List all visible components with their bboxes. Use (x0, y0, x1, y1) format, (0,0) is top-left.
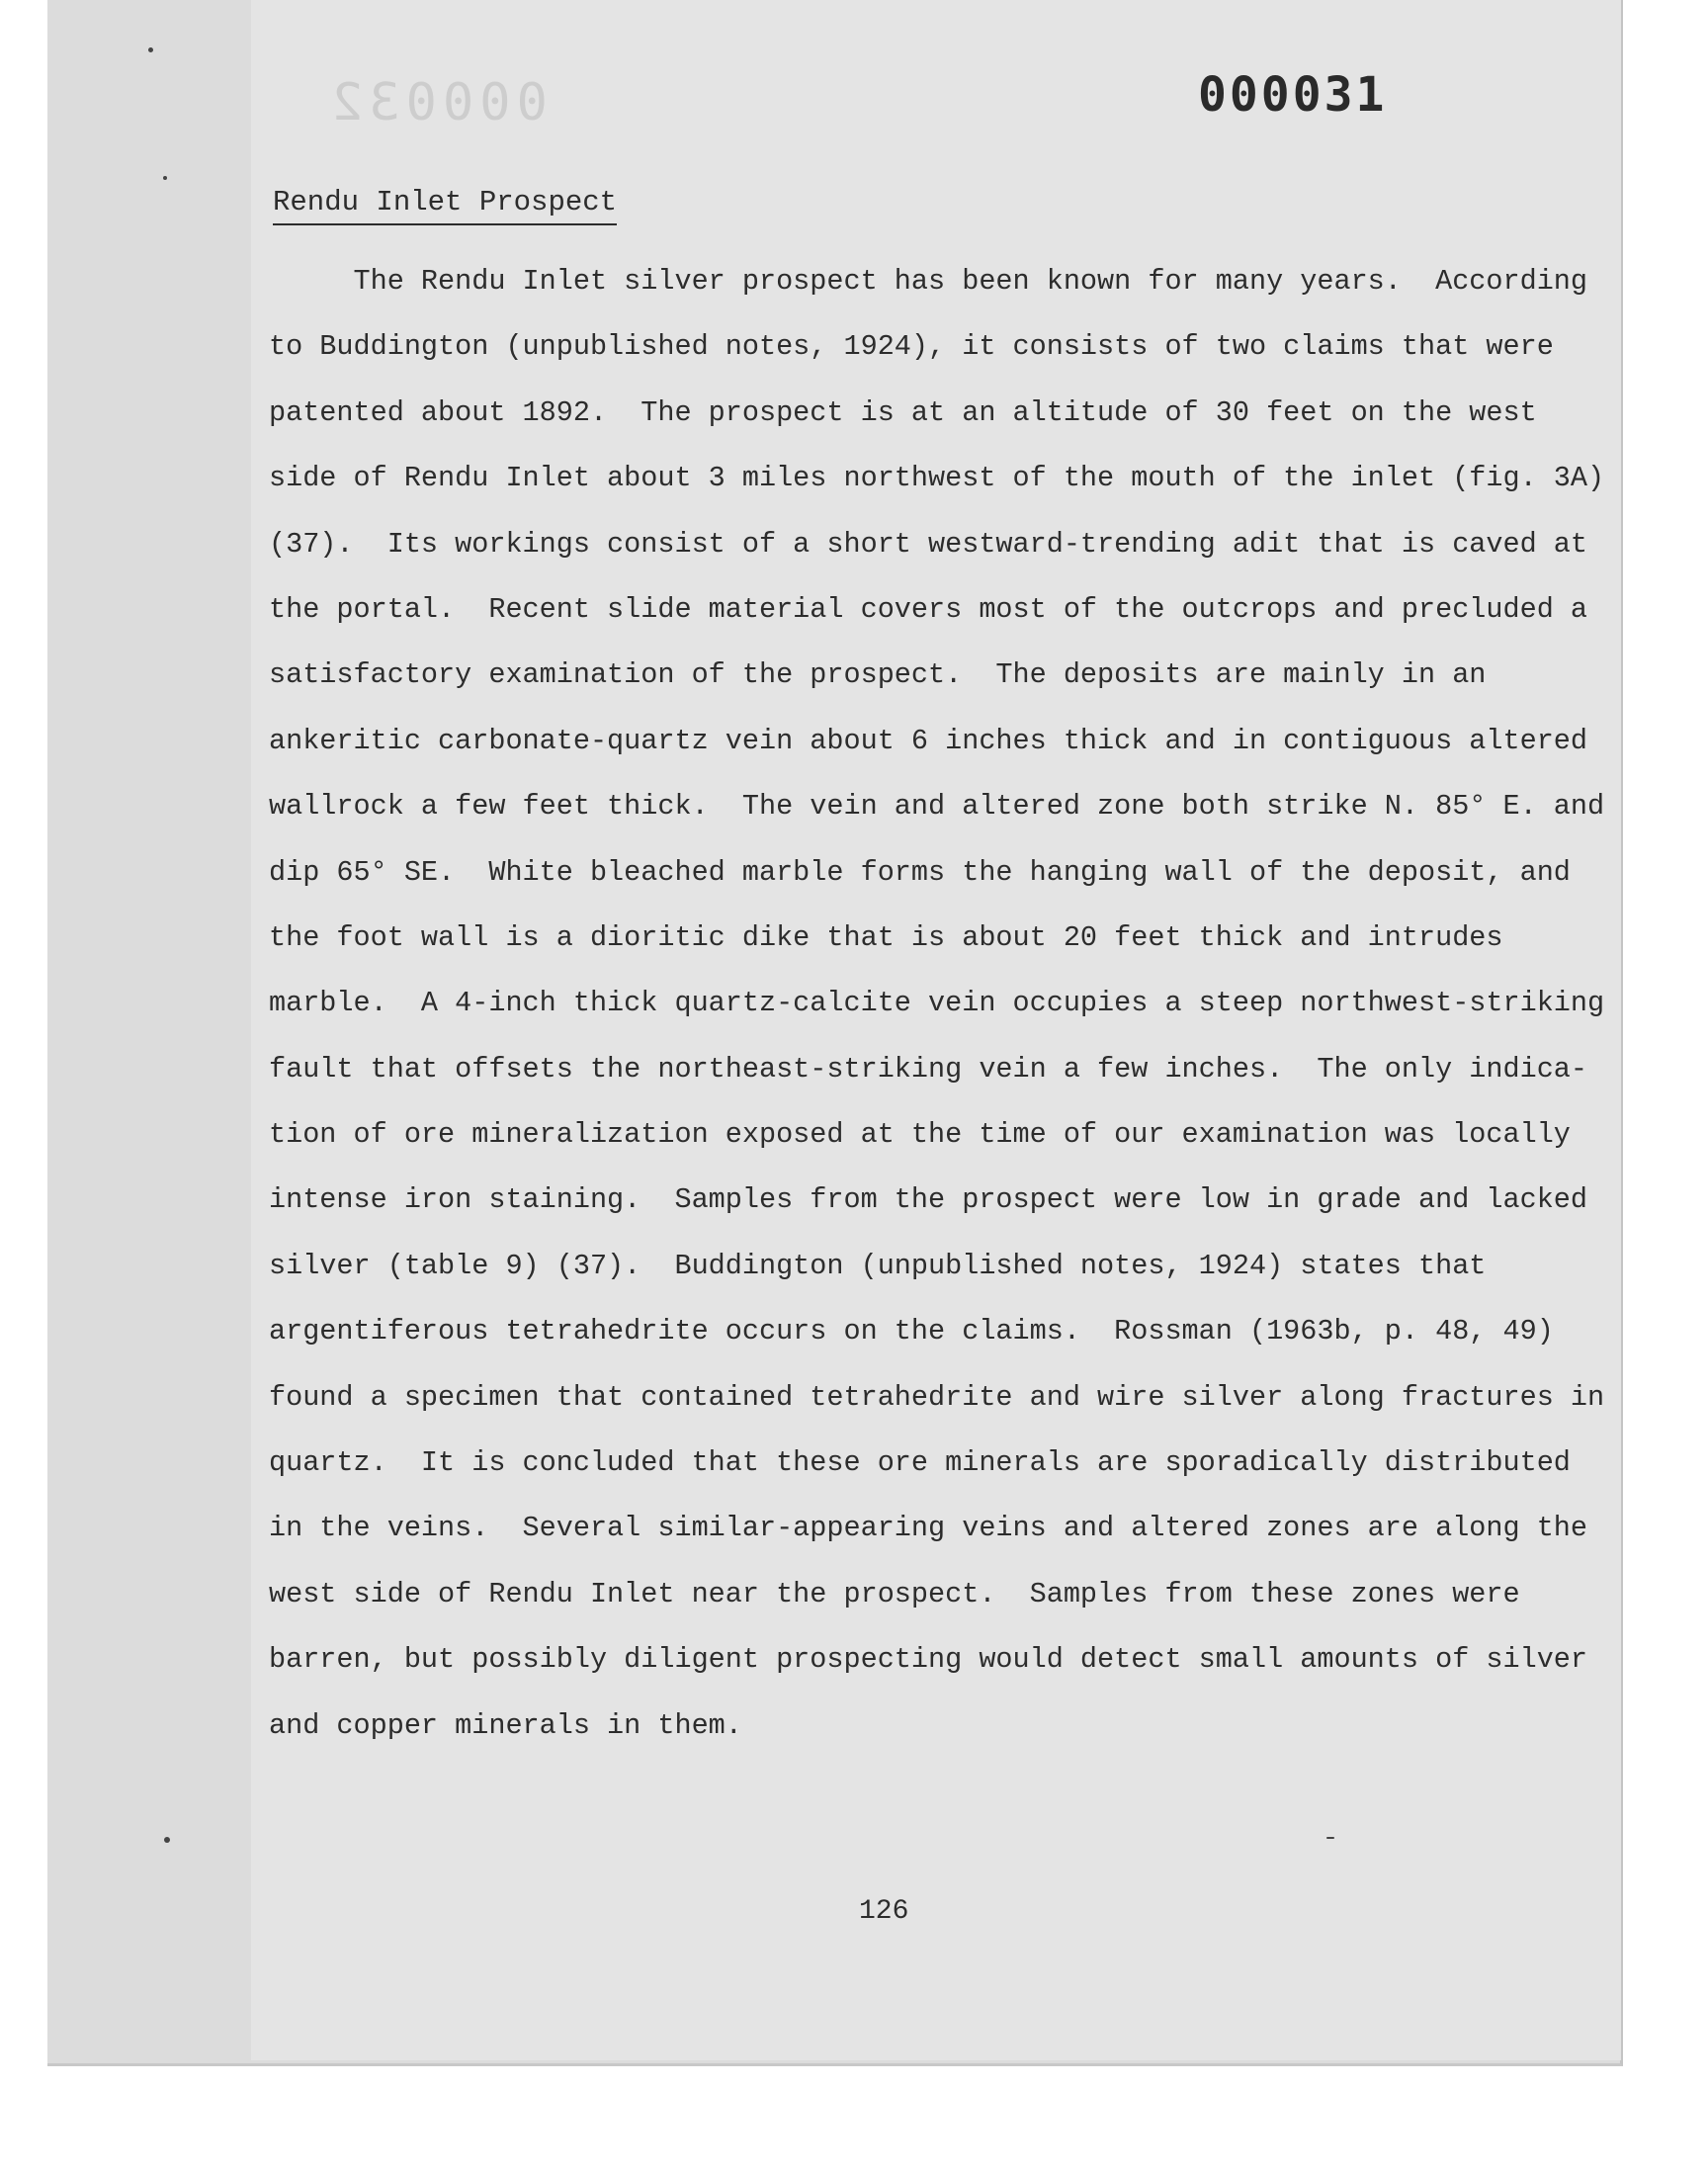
paragraph-line: side of Rendu Inlet about 3 miles northwest of the mouth of the inlet (fig. 3A) (269, 462, 1605, 495)
paragraph-line: dip 65° SE. White bleached marble forms the hanging wall of the deposit, and (269, 855, 1571, 889)
paragraph-line: intense iron staining. Samples from the prospect were low in grade and lacked (269, 1183, 1588, 1217)
paragraph-line: silver (table 9) (37). Buddington (unpublished notes, 1924) states that (269, 1249, 1487, 1282)
scan-speck (148, 47, 153, 52)
paragraph-line: satisfactory examination of the prospect. The deposits are mainly in an (269, 658, 1487, 692)
paragraph-line: barren, but possibly diligent prospecting would detect small amounts of silver (269, 1643, 1588, 1677)
page-number: 126 (859, 1896, 909, 1927)
ghost-stamp-number: 000032 (326, 73, 548, 132)
paragraph-line: patented about 1892. The prospect is at an altitude of 30 feet on the west (269, 395, 1537, 429)
paragraph-line: marble. A 4-inch thick quartz-calcite vein occupies a steep northwest-striking (269, 987, 1605, 1020)
paragraph-line: tion of ore mineralization exposed at the time of our examination was locally (269, 1118, 1571, 1152)
paragraph-line: in the veins. Several similar-appearing veins and altered zones are along the (269, 1512, 1588, 1545)
scan-speck (1326, 1837, 1334, 1839)
paragraph-line: and copper minerals in them. (269, 1708, 742, 1742)
paragraph-line: wallrock a few feet thick. The vein and altered zone both strike N. 85° E. and (269, 790, 1605, 824)
paragraph-line: argentiferous tetrahedrite occurs on the claims. Rossman (1963b, p. 48, 49) (269, 1315, 1554, 1348)
paragraph-line: (37). Its workings consist of a short westward-trending adit that is caved at (269, 527, 1588, 561)
section-heading: Rendu Inlet Prospect (273, 186, 617, 225)
paragraph-line: to Buddington (unpublished notes, 1924), it consists of two claims that were (269, 330, 1554, 364)
paragraph-line: ankeritic carbonate-quartz vein about 6 inches thick and in contiguous altered (269, 724, 1588, 757)
paragraph-line: found a specimen that contained tetrahedrite and wire silver along fractures in (269, 1380, 1605, 1414)
stamp-number: 000031 (1198, 67, 1388, 123)
body-paragraph (269, 249, 1605, 1759)
paragraph-line: fault that offsets the northeast-striking vein a few inches. The only indica- (269, 1052, 1588, 1086)
scan-speck (164, 1837, 170, 1843)
paragraph-line: west side of Rendu Inlet near the prospect. Samples from these zones were (269, 1577, 1520, 1610)
paragraph-line: the foot wall is a dioritic dike that is about 20 feet thick and intrudes (269, 920, 1503, 954)
paragraph-line: quartz. It is concluded that these ore minerals are sporadically distributed (269, 1446, 1571, 1480)
paragraph-line: The Rendu Inlet silver prospect has been known for many years. According (269, 265, 1588, 298)
scan-speck (163, 176, 167, 180)
paragraph-line: the portal. Recent slide material covers most of the outcrops and precluded a (269, 592, 1588, 626)
